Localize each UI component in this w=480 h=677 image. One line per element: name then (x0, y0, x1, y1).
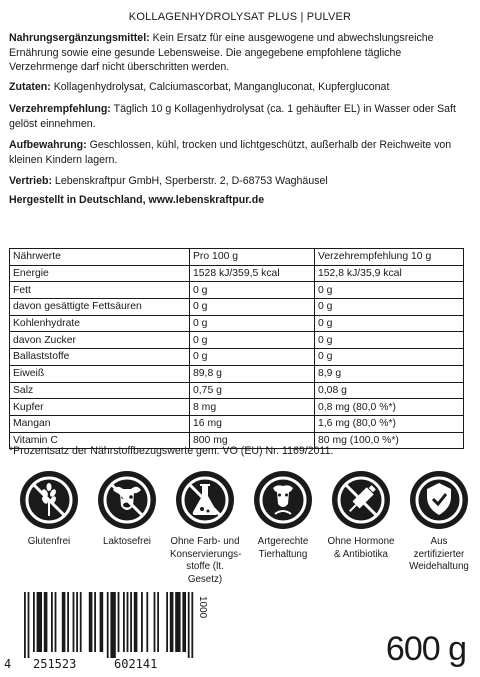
nutrition-row (10, 365, 464, 382)
nutrition-row (10, 382, 464, 399)
info-label: Vertrieb: (9, 175, 52, 187)
nutrition-cell: 1528 kJ/359,5 kcal (190, 265, 315, 282)
net-weight: 600 g (385, 630, 466, 668)
barcode-bar (118, 592, 120, 652)
nutrition-row (10, 349, 464, 366)
ean-barcode (10, 592, 200, 662)
nutrition-cell: 0 g (315, 299, 464, 316)
info-label: Nahrungsergänzungsmittel: (9, 32, 150, 44)
info-text: Lebenskraftpur GmbH, Sperberstr. 2, D-68753 Waghäusel (51, 175, 328, 187)
badge-ohne-zusatzstoffe (170, 470, 240, 586)
info-text: Geschlossen, kühl, trocken und lichtgeschützt, außerhalb der Reichweite von kleinen Kindern lagern. (9, 139, 452, 166)
barcode-bar (182, 592, 186, 652)
info-nahrungsergaenzung (9, 31, 471, 75)
barcode-bar (62, 592, 66, 652)
barcode-digits-left: 251523 (33, 657, 77, 671)
barcode-bar (157, 592, 159, 652)
barcode-bar (89, 592, 93, 652)
barcode-bar (67, 592, 69, 652)
nutrition-header-cell: Pro 100 g (190, 249, 315, 266)
badge-weidehaltung (404, 470, 474, 574)
laktosefrei-icon (97, 470, 157, 530)
nutrition-cell: Fett (10, 282, 190, 299)
nutrition-cell: 0 g (315, 332, 464, 349)
nutrition-cell: Eiweiß (10, 365, 190, 382)
artgerechte-tierhaltung-icon (253, 470, 313, 530)
nutrition-cell: 80 mg (100,0 %*) (315, 432, 464, 449)
barcode-bar (188, 592, 190, 658)
nutrition-row (10, 265, 464, 282)
badge-laktosefrei (92, 470, 162, 549)
badge-label: Artgerechte Tierhaltung (257, 536, 309, 560)
barcode-bar (191, 592, 193, 658)
barcode-bar (175, 592, 180, 652)
info-label: Verzehrempfehlung: (9, 103, 111, 115)
nutrition-cell: Energie (10, 265, 190, 282)
badge-label: Ohne Farb- und Konservierungs- stoffe (lt. Gesetz) (170, 536, 242, 585)
nutrition-cell: 0 g (190, 282, 315, 299)
barcode-bar (146, 592, 148, 652)
nutrition-row (10, 299, 464, 316)
info-aufbewahrung (9, 138, 471, 167)
badge-label: Laktosefrei (103, 536, 151, 547)
barcode-bar (154, 592, 156, 652)
nutrition-cell: 0,75 g (190, 382, 315, 399)
barcode-digit-lead: 4 (4, 657, 12, 671)
info-text: Täglich 10 g Kollagenhydrolysat (ca. 1 gehäufter EL) in Wasser oder Saft gelöst einnehmen. (9, 103, 456, 130)
barcode-bar (28, 592, 30, 658)
barcode-bar (134, 592, 138, 652)
nutrition-cell: 0 g (315, 282, 464, 299)
barcode-bar (107, 592, 109, 658)
nutrition-header-cell: Nährwerte (10, 249, 190, 266)
nutrition-cell: 0 g (315, 349, 464, 366)
info-label: Zutaten: (9, 81, 51, 93)
ohne-hormone-antibiotika-icon (331, 470, 391, 530)
barcode-bar (76, 592, 78, 652)
barcode-bar (127, 592, 129, 652)
nutrition-cell: Ballaststoffe (10, 349, 190, 366)
barcode-bar (55, 592, 57, 652)
product-title: KOLLAGENHYDROLYSAT PLUS | PULVER (128, 11, 352, 23)
nutrition-cell: 1,6 mg (80,0 %*) (315, 415, 464, 432)
nutrition-cell: 0 g (315, 315, 464, 332)
nutrition-table (9, 248, 464, 449)
barcode-bar (123, 592, 125, 652)
nutrition-cell: 89,8 g (190, 365, 315, 382)
barcode-bar (51, 592, 53, 652)
nutrition-row (10, 399, 464, 416)
nutrition-cell: 8,9 g (315, 365, 464, 382)
nutrition-cell: 0 g (190, 349, 315, 366)
nutrition-cell: davon Zucker (10, 332, 190, 349)
nutrition-cell: Kupfer (10, 399, 190, 416)
barcode-digits-right: 602141 (114, 657, 158, 671)
nutrition-cell: Salz (10, 382, 190, 399)
barcode-bar (110, 592, 115, 658)
nutrition-cell: Mangan (10, 415, 190, 432)
nutrition-header-row (10, 249, 464, 266)
nutrition-cell: 800 mg (190, 432, 315, 449)
barcode-bar (170, 592, 174, 652)
nutrition-cell: davon gesättigte Fettsäuren (10, 299, 190, 316)
footnote: *Prozentsatz der Nährstoffbezugswerte gem. VO (EU) Nr. 1169/2011. (9, 445, 334, 457)
nutrition-cell: 0 g (190, 299, 315, 316)
nutrition-cell: 0,08 g (315, 382, 464, 399)
info-vertrieb (9, 174, 471, 189)
nutrition-cell: 16 mg (190, 415, 315, 432)
barcode-bar (80, 592, 82, 652)
barcode-bar (130, 592, 132, 652)
weidehaltung-icon (409, 470, 469, 530)
barcode-bar (141, 592, 143, 652)
badge-label: Ohne Hormone & Antibiotika (327, 536, 395, 560)
badge-ohne-hormone (326, 470, 396, 561)
nutrition-cell: 152,8 kJ/35,9 kcal (315, 265, 464, 282)
barcode-bar (94, 592, 96, 652)
barcode-bar (100, 592, 104, 652)
nutrition-cell: 8 mg (190, 399, 315, 416)
barcode-bar (33, 592, 35, 652)
info-verzehrempfehlung (9, 102, 471, 131)
barcode-bar (44, 592, 48, 652)
info-text: Kollagenhydrolysat, Calciumascorbat, Mangangluconat, Kupfergluconat (50, 81, 390, 93)
nutrition-header-cell: Verzehrempfehlung 10 g (315, 249, 464, 266)
nutrition-cell: 0 g (190, 315, 315, 332)
info-zutaten (9, 80, 471, 95)
batch-code: 1000 (197, 596, 208, 619)
badge-artgerechte-tierhaltung (248, 470, 318, 561)
info-label: Aufbewahrung: (9, 139, 87, 151)
nutrition-cell: Kohlenhydrate (10, 315, 190, 332)
info-text: Kein Ersatz für eine ausgewogene und abwechslungsreiche Ernährung sowie eine gesunde Lebensweise. Die angegebene empfohlene tägliche Verzehrmenge darf nicht überschritten werden. (9, 32, 434, 73)
glutenfrei-icon (19, 470, 79, 530)
barcode-bar (24, 592, 26, 658)
badge-icons-row (14, 470, 469, 585)
badge-label: Aus zertifizierter Weidehaltung (409, 536, 469, 572)
barcode-bar (37, 592, 42, 652)
badge-label: Glutenfrei (27, 536, 71, 547)
nutrition-cell: Vitamin C (10, 432, 190, 449)
nutrition-row (10, 332, 464, 349)
badge-glutenfrei (14, 470, 84, 549)
nutrition-row (10, 282, 464, 299)
barcode-bar (73, 592, 75, 652)
nutrition-cell: 0,8 mg (80,0 %*) (315, 399, 464, 416)
ohne-farb-konservierungsstoffe-icon (175, 470, 235, 530)
nutrition-row (10, 415, 464, 432)
nutrition-row (10, 315, 464, 332)
nutrition-cell: 0 g (190, 332, 315, 349)
barcode-bar (166, 592, 168, 652)
info-hergestellt: Hergestellt in Deutschland, www.lebenskraftpur.de (9, 194, 265, 206)
